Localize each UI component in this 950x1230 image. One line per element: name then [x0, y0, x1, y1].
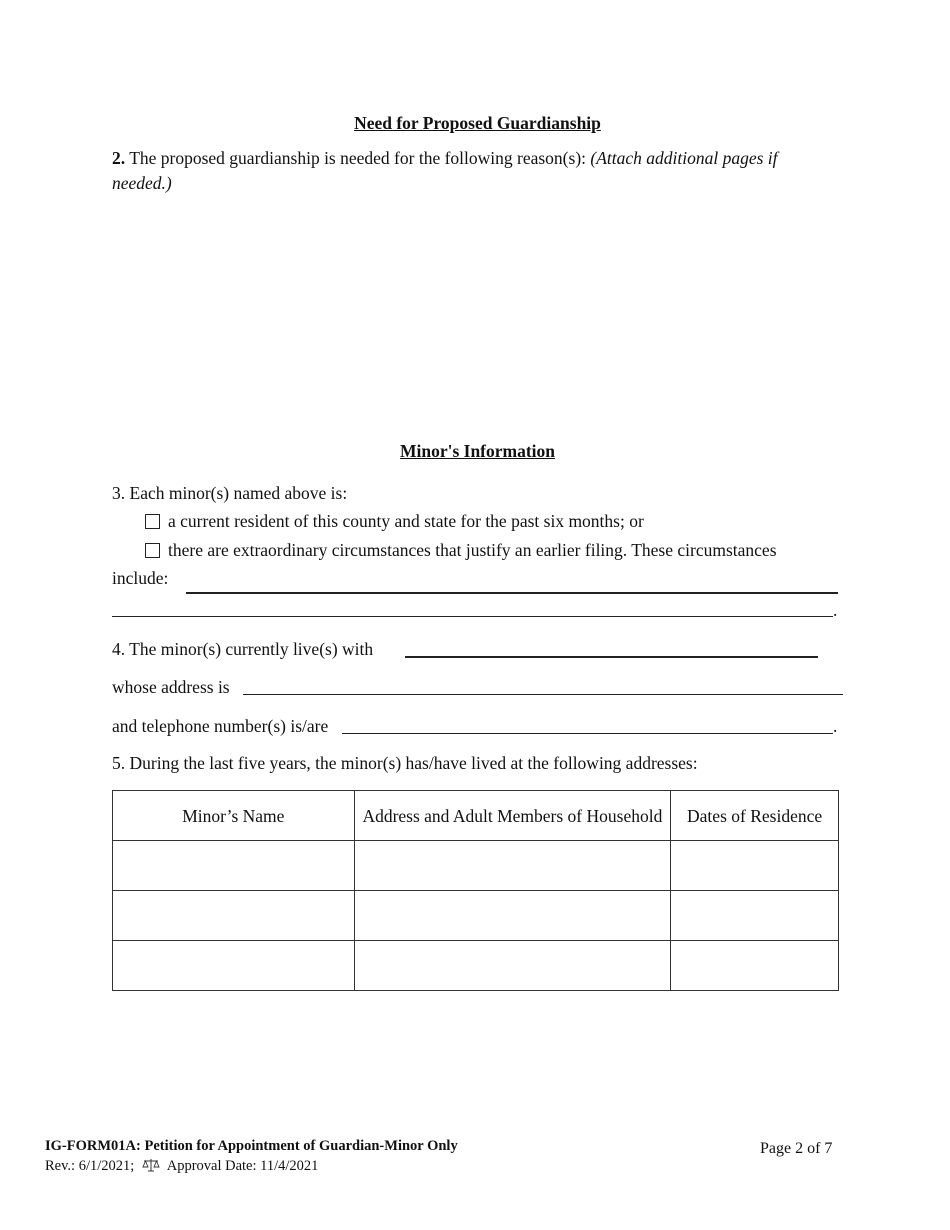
footer-page-number: Page 2 of 7: [760, 1140, 833, 1157]
footer-form-title: IG-FORM01A: Petition for Appointment of Guardian-Minor Only: [45, 1138, 458, 1154]
table-row: [113, 841, 839, 891]
phone-field[interactable]: [342, 733, 833, 734]
item-2-line1: [112, 148, 778, 169]
item-5-text: 5. During the last five years, the minor(s) has/have lived at the following addresses:: [112, 753, 698, 773]
option-extraordinary: [145, 540, 777, 561]
footer-revision: Rev.: 6/1/2021;: [45, 1158, 135, 1174]
option-resident: [145, 511, 644, 532]
need-heading: Need for Proposed Guardianship: [354, 113, 601, 133]
table-cell[interactable]: [113, 891, 355, 941]
item-2-note-cont: needed.): [112, 173, 172, 193]
table-cell[interactable]: [671, 841, 839, 891]
option-resident-label: a current resident of this county and state for the past six months; or: [168, 511, 644, 531]
extraordinary-checkbox[interactable]: [145, 543, 160, 558]
address-label: whose address is: [112, 677, 230, 697]
header-address-household: Address and Adult Members of Household: [354, 791, 671, 841]
header-minor-name: Minor’s Name: [113, 791, 355, 841]
address-field[interactable]: [243, 694, 843, 695]
lives-with-field[interactable]: [405, 656, 818, 658]
phone-label: and telephone number(s) is/are: [112, 716, 329, 736]
table-cell[interactable]: [671, 941, 839, 991]
residence-table: [112, 790, 839, 991]
footer-revision-line: [45, 1157, 318, 1178]
item-2-note: (Attach additional pages if: [590, 148, 778, 168]
item-2-line2: [112, 173, 172, 194]
resident-checkbox[interactable]: [145, 514, 160, 529]
table-cell[interactable]: [354, 941, 671, 991]
table-row: [113, 891, 839, 941]
scales-of-justice-icon: [142, 1157, 160, 1178]
minor-info-heading: Minor's Information: [399, 441, 556, 461]
table-cell[interactable]: [113, 841, 355, 891]
header-dates-residence: Dates of Residence: [671, 791, 839, 841]
table-cell[interactable]: [113, 941, 355, 991]
circumstances-field-2[interactable]: [112, 616, 833, 617]
item-3-text: 3. Each minor(s) named above is:: [112, 483, 348, 503]
table-header-row: [113, 791, 839, 841]
table-row: [113, 941, 839, 991]
table-cell[interactable]: [354, 841, 671, 891]
item-2-number: 2.: [112, 148, 126, 168]
circumstances-period: .: [833, 600, 838, 620]
footer-approval: Approval Date: 11/4/2021: [166, 1158, 319, 1174]
item-4-text: 4. The minor(s) currently live(s) with: [112, 639, 374, 659]
option-extraordinary-label: there are extraordinary circumstances that justify an earlier filing. These circumstances: [168, 540, 777, 560]
phone-period: .: [833, 716, 838, 736]
table-cell[interactable]: [354, 891, 671, 941]
item-2-text: The proposed guardianship is needed for the following reason(s):: [129, 148, 591, 168]
table-cell[interactable]: [671, 891, 839, 941]
circumstances-field-1[interactable]: [186, 592, 838, 594]
include-label: include:: [112, 568, 169, 588]
